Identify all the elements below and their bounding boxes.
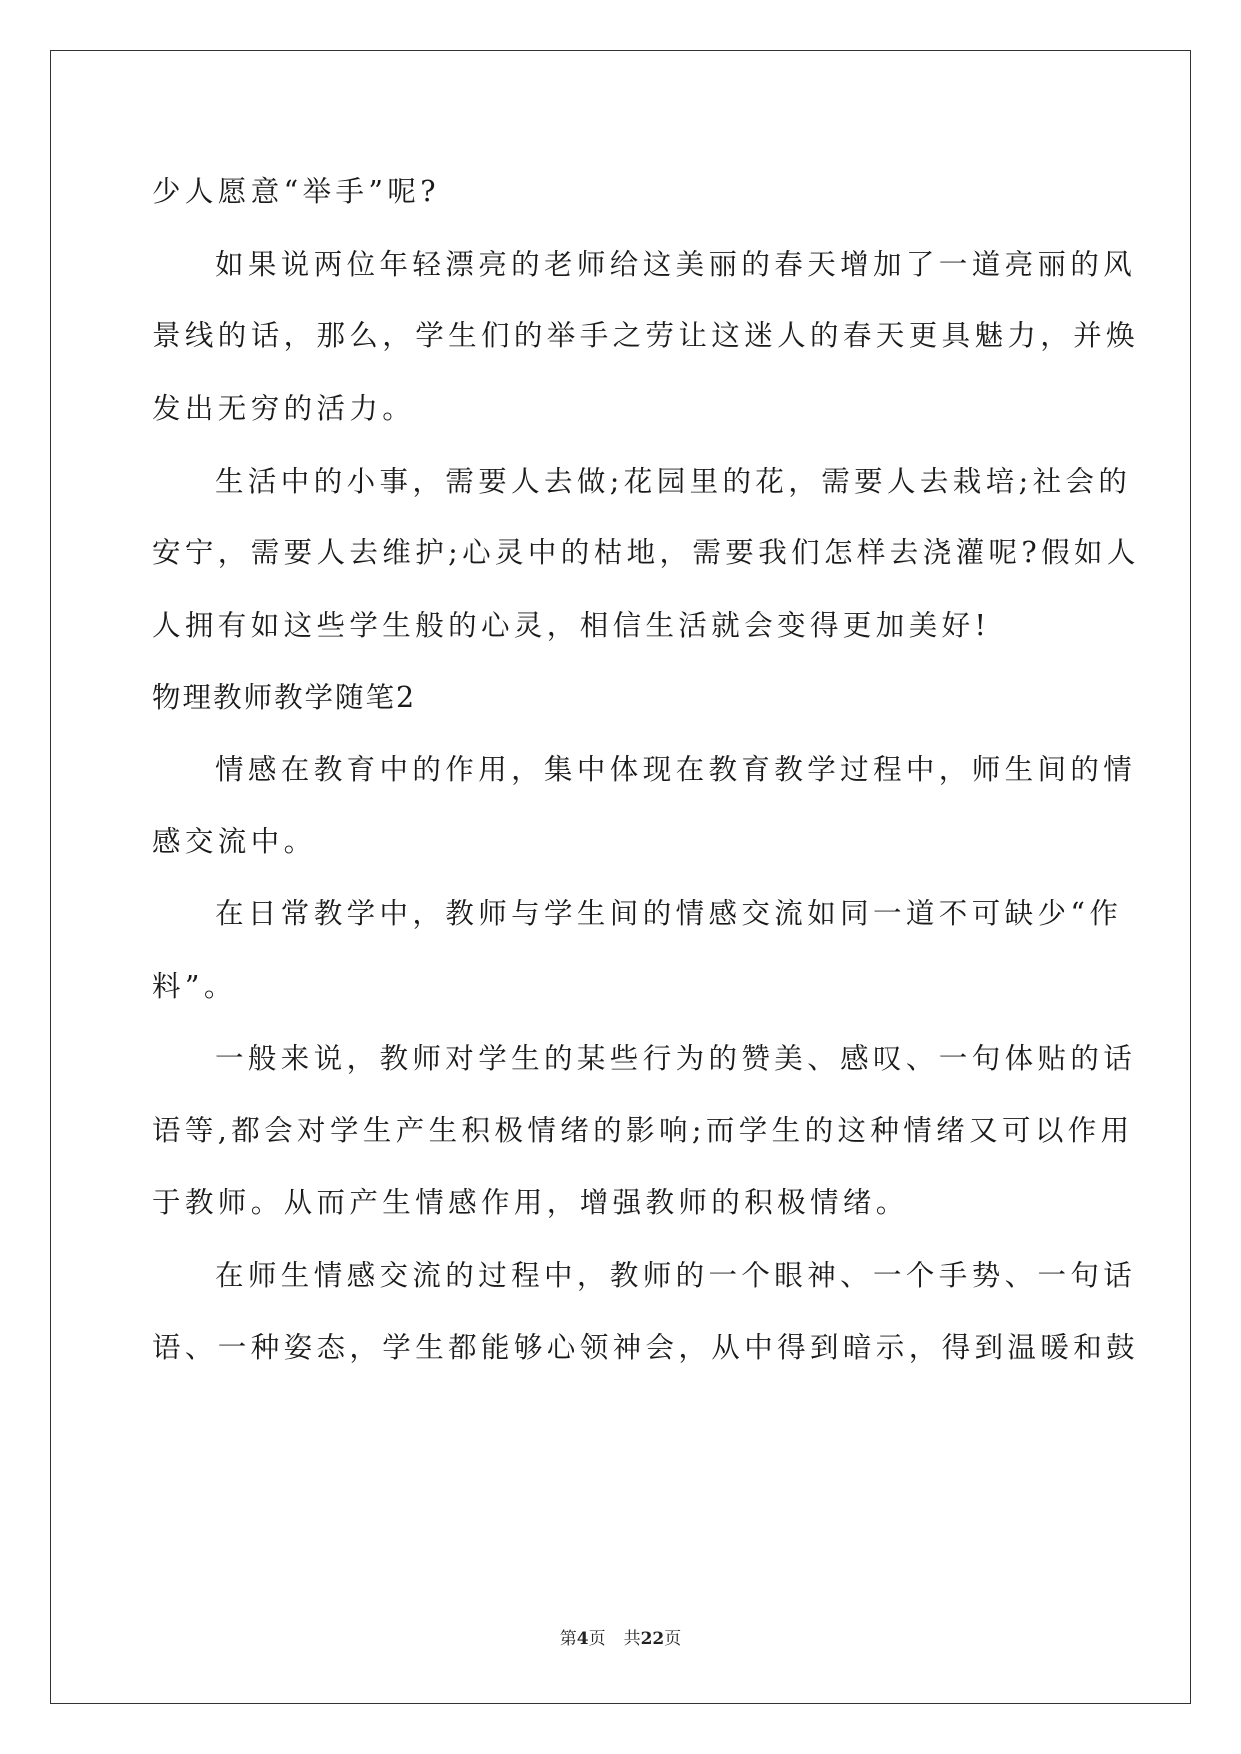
- total-unit: 页: [664, 1629, 682, 1649]
- paragraph-first-line: 在师生情感交流的过程中，教师的一个眼神、一个手势、一句话: [215, 1259, 1137, 1292]
- paragraph-first-line: 在日常教学中，教师与学生间的情感交流如同一道不可缺少“作: [215, 897, 1123, 930]
- section-heading: 物理教师教学随笔2: [152, 681, 417, 714]
- text-line: 少人愿意“举手”呢?: [152, 175, 440, 208]
- text-line: 语、一种姿态，学生都能够心领神会，从中得到暗示，得到温暖和鼓: [152, 1331, 1140, 1364]
- paragraph-first-line: 生活中的小事，需要人去做;花园里的花，需要人去栽培;社会的: [215, 465, 1132, 498]
- page-unit: 页: [588, 1629, 606, 1649]
- page-prefix: 第: [559, 1629, 577, 1649]
- total-prefix: 共: [623, 1629, 641, 1649]
- paragraph-first-line: 一般来说，教师对学生的某些行为的赞美、感叹、一句体贴的话: [215, 1042, 1137, 1075]
- page-number: 4: [576, 1629, 589, 1649]
- page-border: [50, 50, 1191, 1704]
- page-footer: [0, 1624, 1241, 1649]
- text-line: 语等,都会对学生产生积极情绪的影响;而学生的这种情绪又可以作用: [152, 1114, 1134, 1147]
- paragraph-first-line: 如果说两位年轻漂亮的老师给这美丽的春天增加了一道亮丽的风: [215, 248, 1137, 281]
- text-line: 安宁，需要人去维护;心灵中的枯地，需要我们怎样去浇灌呢?假如人: [152, 536, 1140, 569]
- text-line: 于教师。从而产生情感作用，增强教师的积极情绪。: [152, 1186, 909, 1219]
- total-pages: 22: [640, 1629, 665, 1649]
- text-line: 感交流中。: [152, 825, 317, 858]
- paragraph-first-line: 情感在教育中的作用，集中体现在教育教学过程中，师生间的情: [215, 753, 1137, 786]
- text-line: 料”。: [152, 970, 237, 1003]
- text-line: 人拥有如这些学生般的心灵，相信生活就会变得更加美好!: [152, 609, 991, 642]
- text-line: 景线的话，那么，学生们的举手之劳让这迷人的春天更具魅力，并焕: [152, 319, 1140, 352]
- text-line: 发出无穷的活力。: [152, 392, 416, 425]
